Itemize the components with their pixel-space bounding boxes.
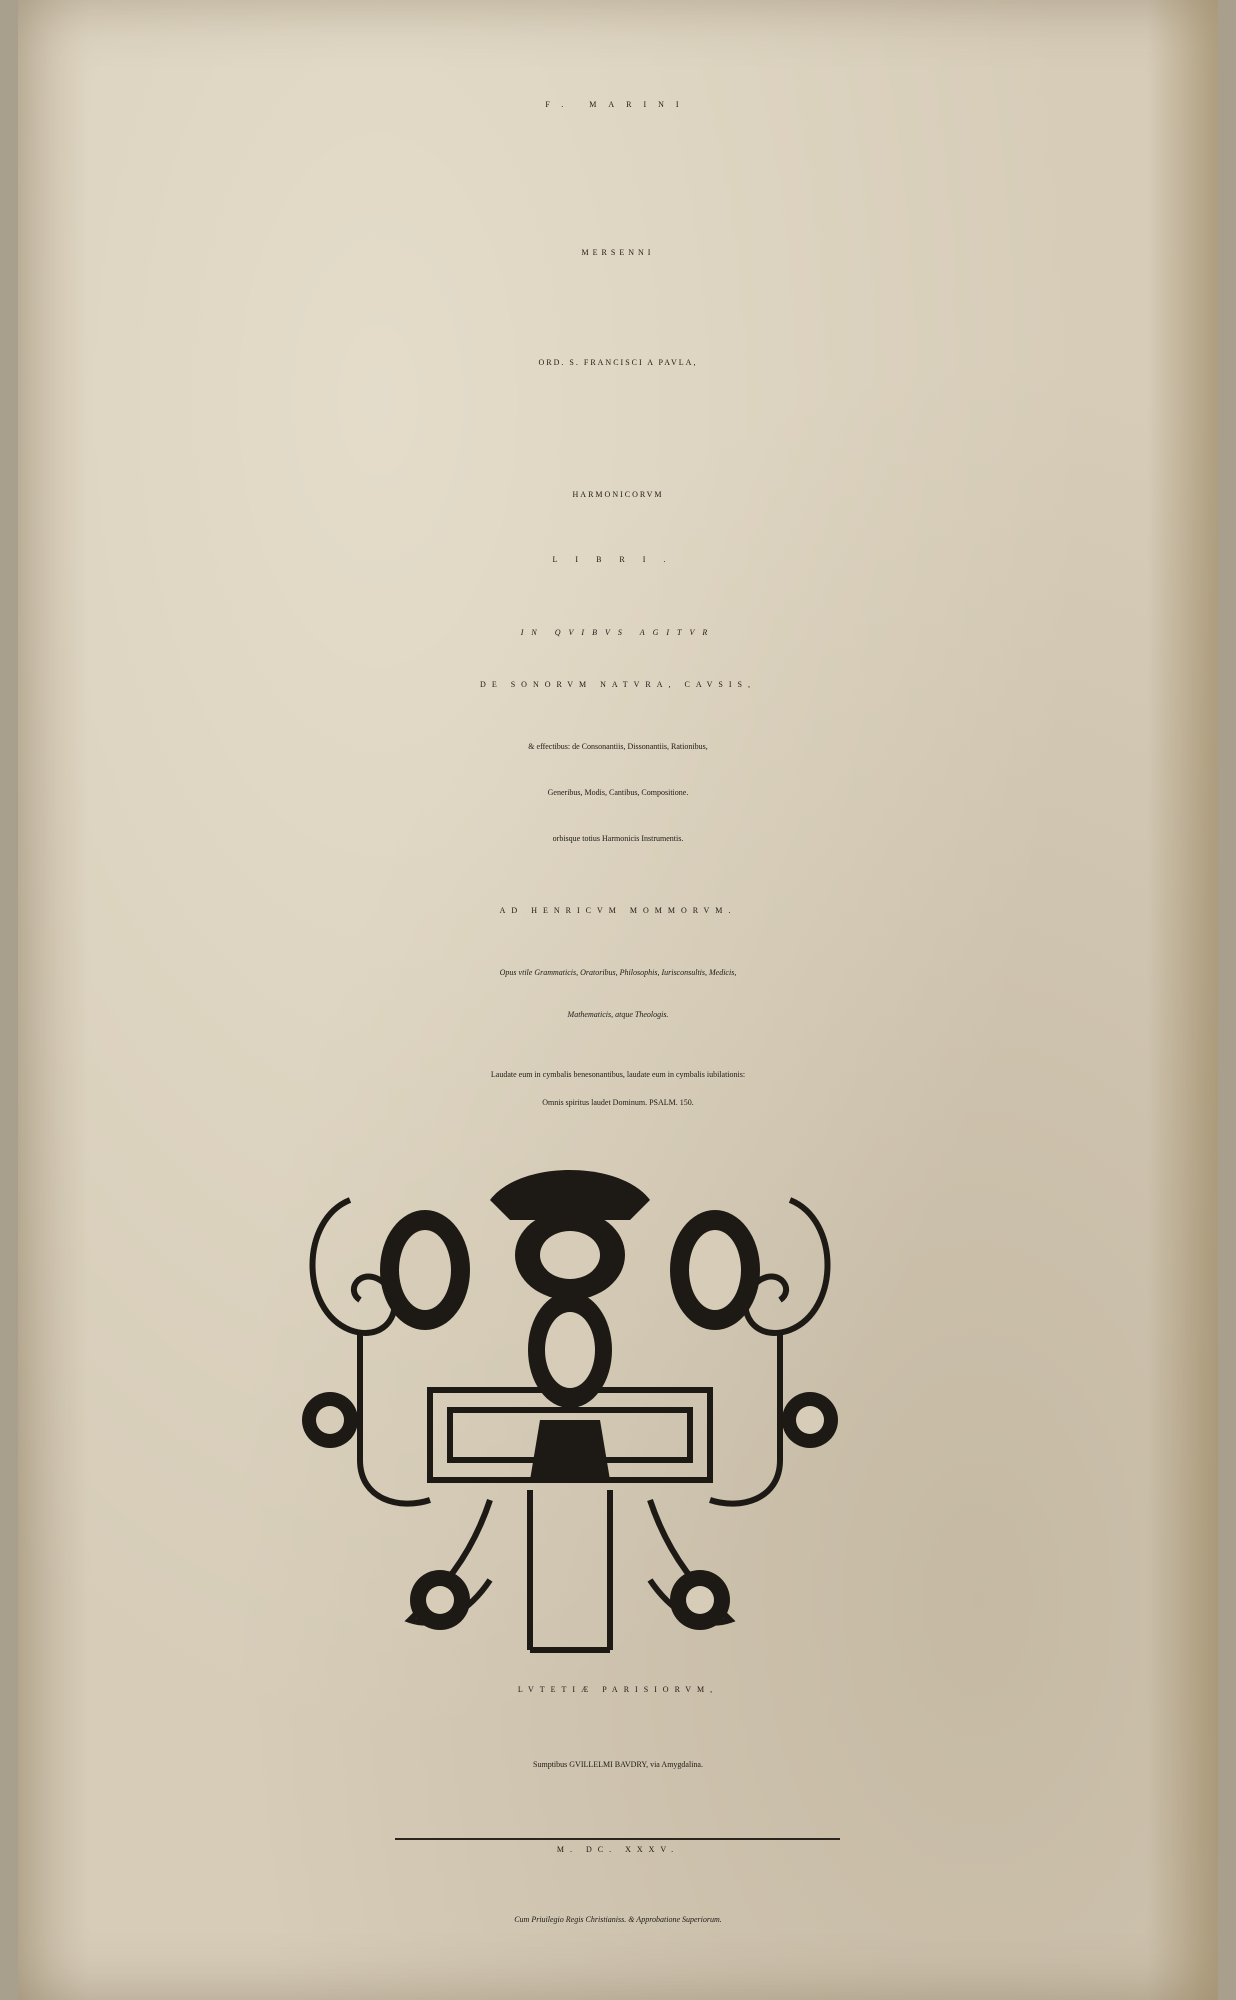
subtitle-line: DE SONORVM NATVRA, CAVSIS, — [480, 680, 756, 689]
audience-line: Opus vtile Grammaticis, Oratoribus, Philosophis, Iurisconsultis, Medicis, — [499, 968, 737, 977]
book-title: HARMONICORVM — [572, 490, 664, 499]
subtitle-intro: IN QVIBVS AGITVR — [520, 628, 716, 637]
author-given-name: F. MARINI — [545, 100, 691, 109]
imprint-publisher: Sumptibus GVILLELMI BAVDRY, via Amygdalina. — [533, 1760, 703, 1769]
epigraph-line: Omnis spiritus laudet Dominum. PSALM. 150. — [542, 1098, 694, 1107]
privilege-statement: Cum Priuilegio Regis Christianiss. & Approbatione Superiorum. — [514, 1915, 722, 1924]
author-family-name: MERSENNI — [581, 248, 655, 257]
imprint-rule — [395, 1838, 840, 1840]
book-title-libri: LIBRI. — [552, 555, 684, 564]
epigraph-line: Laudate eum in cymbalis benesonantibus, laudate eum in cymbalis iubilationis: — [490, 1070, 746, 1079]
printers-device-woodcut-icon — [290, 1160, 850, 1660]
religious-order: ORD. S. FRANCISCI A PAVLA, — [538, 358, 698, 367]
imprint-place: LVTETIÆ PARISIORVM, — [517, 1685, 719, 1694]
audience-line: Mathematicis, atque Theologis. — [567, 1010, 669, 1019]
subtitle-line: orbisque totius Harmonicis Instrumentis. — [552, 834, 684, 843]
subtitle-line: & effectibus: de Consonantiis, Dissonantiis, Rationibus, — [528, 742, 708, 751]
imprint-date: M. DC. XXXV. — [556, 1845, 680, 1854]
dedication: AD HENRICVM MOMMORVM. — [499, 906, 737, 915]
subtitle-line: Generibus, Modis, Cantibus, Compositione. — [547, 788, 689, 797]
